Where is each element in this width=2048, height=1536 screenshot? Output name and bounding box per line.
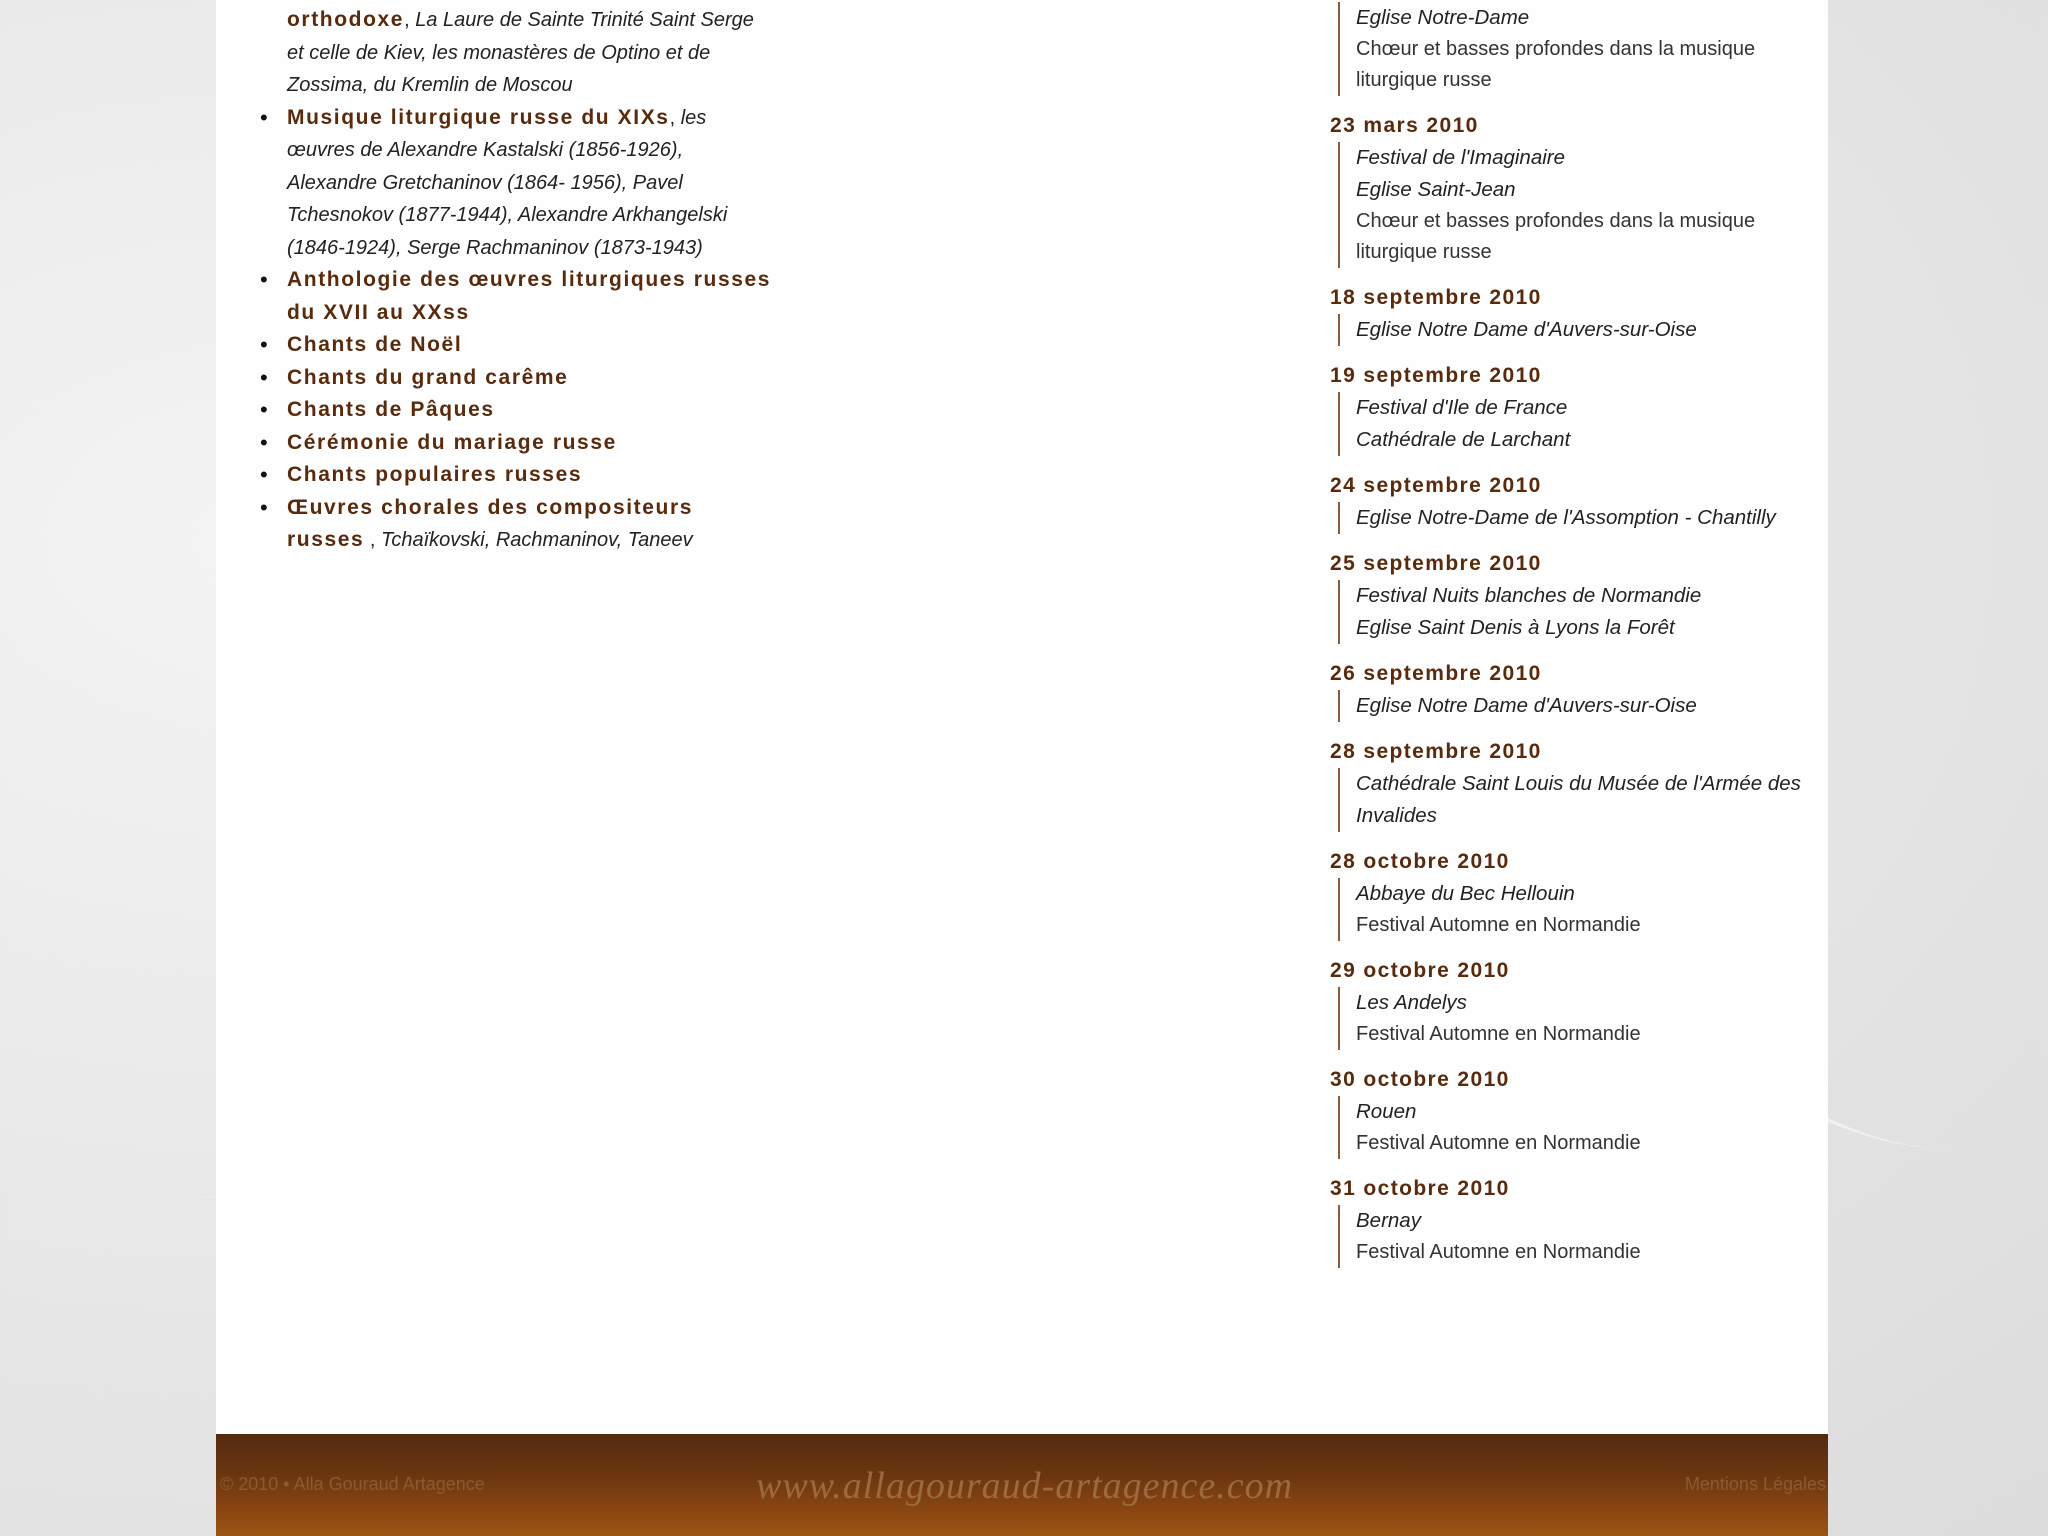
- concert-details: [1338, 1205, 1830, 1268]
- concert-entry: [1330, 548, 1830, 644]
- copyright-text: © 2010 • Alla Gouraud Artagence: [220, 1474, 485, 1494]
- concert-date: 26 septembre 2010: [1330, 662, 1542, 685]
- repertoire-item-sep: ,: [669, 106, 676, 129]
- repertoire-item: [232, 394, 772, 427]
- concert-festival: Festival Nuits blanches de Normandie: [1356, 584, 1702, 607]
- concert-venue: Eglise Notre-Dame: [1356, 6, 1530, 29]
- bullet-icon: •: [260, 462, 268, 487]
- repertoire-item: [232, 427, 772, 460]
- concert-program: Chœur et basses profondes dans la musique liturgique russe: [1356, 38, 1756, 91]
- concert-entry: [1330, 846, 1830, 941]
- concert-entry: [1330, 1173, 1830, 1268]
- concert-details: [1338, 2, 1830, 96]
- repertoire-item: [232, 492, 772, 557]
- concert-venue: Abbaye du Bec Hellouin: [1356, 882, 1575, 905]
- concert-entry: [1330, 470, 1830, 534]
- concert-details: [1338, 1096, 1830, 1159]
- concert-entry: [1330, 282, 1830, 346]
- concert-date: 25 septembre 2010: [1330, 552, 1542, 575]
- concert-details: [1338, 142, 1830, 268]
- concert-festival: Festival d'Ile de France: [1356, 396, 1568, 419]
- concert-details: [1338, 878, 1830, 941]
- repertoire-item-title: Cérémonie du mariage russe: [287, 430, 617, 454]
- concert-festival: Festival Automne en Normandie: [1356, 1023, 1641, 1045]
- repertoire-item-title: Anthologie des œuvres liturgiques russes du XVII au XXss: [287, 268, 772, 324]
- repertoire-item-title: Chants de Noël: [287, 333, 463, 356]
- concert-venue: Cathédrale de Larchant: [1356, 428, 1571, 451]
- bullet-icon: •: [260, 397, 268, 422]
- repertoire-item-title: Chants populaires russes: [287, 463, 583, 486]
- bullet-icon: •: [260, 104, 268, 130]
- concert-details: [1338, 987, 1830, 1050]
- concert-date: 18 septembre 2010: [1330, 286, 1542, 309]
- repertoire-list: [232, 4, 772, 557]
- repertoire-item-title: orthodoxe: [287, 8, 405, 31]
- concert-entry: [1330, 955, 1830, 1050]
- concert-details: [1338, 502, 1830, 534]
- legal-notice-link[interactable]: Mentions Légales: [1684, 1474, 1826, 1494]
- concert-details: [1338, 314, 1830, 346]
- content-page: [216, 0, 1828, 1536]
- repertoire-list-section: [232, 4, 772, 557]
- repertoire-item: [232, 362, 772, 395]
- repertoire-item: [232, 459, 772, 492]
- concert-festival: Festival Automne en Normandie: [1356, 1132, 1641, 1154]
- concert-festival: Festival de l'Imaginaire: [1356, 146, 1566, 169]
- repertoire-item-title: Œuvres chorales des compositeurs russes: [287, 495, 694, 551]
- repertoire-item: [232, 4, 772, 102]
- concert-venue: Eglise Saint-Jean: [1356, 178, 1516, 201]
- repertoire-item: [232, 102, 772, 265]
- concert-venue: Cathédrale Saint Louis du Musée de l'Armée des Invalides: [1356, 772, 1801, 827]
- concert-details: [1338, 580, 1830, 644]
- bullet-icon: •: [260, 267, 268, 292]
- concert-entry: [1330, 1064, 1830, 1159]
- concert-venue: Rouen: [1356, 1100, 1417, 1123]
- footer-bar: [216, 1434, 1828, 1536]
- bullet-icon: •: [260, 494, 268, 520]
- concert-entry: [1330, 658, 1830, 722]
- concert-entry: [1330, 2, 1830, 96]
- concert-venue: Eglise Notre Dame d'Auvers-sur-Oise: [1356, 318, 1697, 341]
- concert-program: Chœur et basses profondes dans la musique liturgique russe: [1356, 210, 1756, 263]
- website-link[interactable]: www.allagouraud-artagence.com: [756, 1465, 1294, 1507]
- concert-date: 28 septembre 2010: [1330, 740, 1542, 763]
- repertoire-item: [232, 264, 772, 329]
- concert-details: [1338, 768, 1830, 832]
- concert-details: [1338, 392, 1830, 456]
- repertoire-item-detail: les œuvres de Alexandre Kastalski (1856-1926), Alexandre Gretchaninov (1864- 1956), Pavel Tchesnokov (1877-1944), Alexandre Arkhangelski (1846-1924), Serge Rachmaninov (1873-1943): [287, 106, 728, 259]
- concert-date: 24 septembre 2010: [1330, 474, 1542, 497]
- repertoire-item-sep: ,: [364, 529, 381, 551]
- concert-date: 28 octobre 2010: [1330, 850, 1510, 873]
- repertoire-item-detail: La Laure de Sainte Trinité Saint Serge et celle de Kiev, les monastères de Optino et de Zossima, du Kremlin de Moscou: [287, 9, 754, 96]
- repertoire-item-title: Chants du grand carême: [287, 365, 569, 389]
- concert-date: 29 octobre 2010: [1330, 959, 1510, 982]
- concert-details: [1338, 690, 1830, 722]
- concert-venue: Bernay: [1356, 1209, 1421, 1232]
- concert-date: 31 octobre 2010: [1330, 1177, 1510, 1200]
- concert-festival: Festival Automne en Normandie: [1356, 914, 1641, 936]
- concert-venue: Les Andelys: [1356, 991, 1467, 1014]
- concert-entry: [1330, 360, 1830, 456]
- concert-festival: Festival Automne en Normandie: [1356, 1241, 1641, 1263]
- concert-list-section: [1330, 0, 1830, 1282]
- bullet-icon: •: [260, 429, 268, 455]
- concert-date: 30 octobre 2010: [1330, 1068, 1510, 1091]
- repertoire-item-title: Musique liturgique russe du XIXs: [287, 105, 670, 129]
- bullet-icon: •: [260, 332, 268, 357]
- concert-date: 23 mars 2010: [1330, 114, 1479, 137]
- concert-entry: [1330, 110, 1830, 268]
- concert-venue: Eglise Notre-Dame de l'Assomption - Chantilly: [1356, 506, 1776, 529]
- repertoire-item: [232, 329, 772, 362]
- repertoire-item-title: Chants de Pâques: [287, 398, 495, 421]
- concert-date: 19 septembre 2010: [1330, 364, 1542, 387]
- concert-venue: Eglise Notre Dame d'Auvers-sur-Oise: [1356, 694, 1697, 717]
- repertoire-item-detail: Tchaïkovski, Rachmaninov, Taneev: [381, 529, 693, 551]
- repertoire-item-sep: ,: [404, 9, 416, 31]
- concert-entry: [1330, 736, 1830, 832]
- concert-venue: Eglise Saint Denis à Lyons la Forêt: [1356, 616, 1675, 639]
- bullet-icon: •: [260, 364, 268, 390]
